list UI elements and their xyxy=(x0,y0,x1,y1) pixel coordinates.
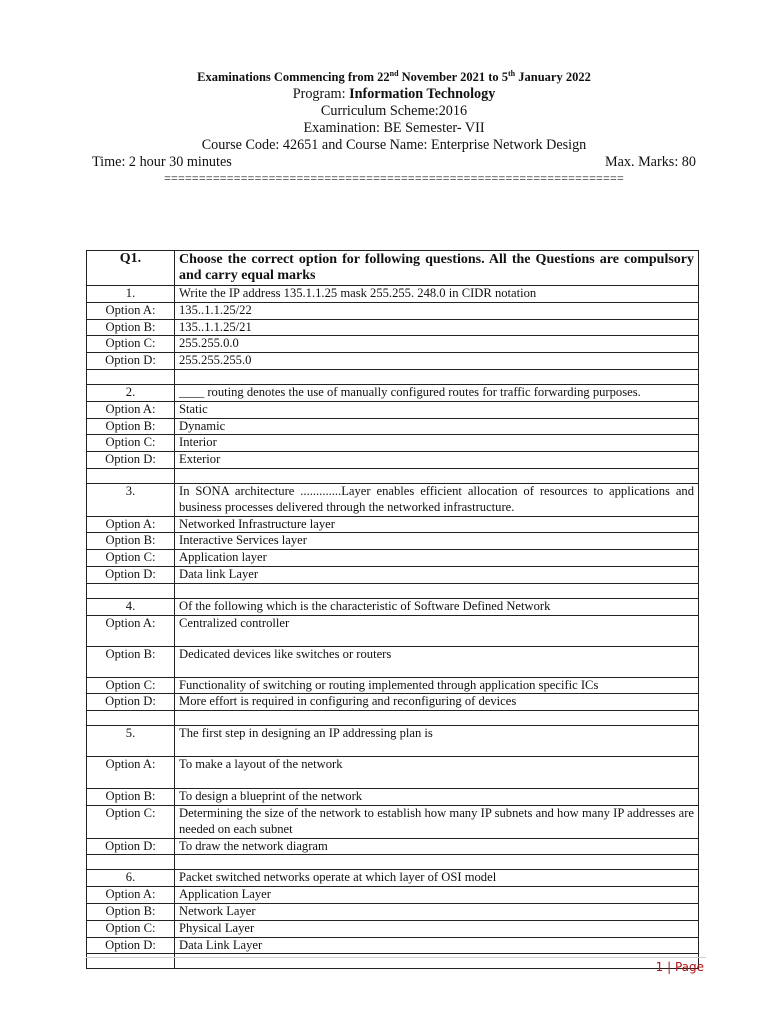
question-row-label: 3. xyxy=(87,483,175,516)
option-row-text: Functionality of switching or routing implemented through application specific ICs xyxy=(175,677,699,694)
option-row xyxy=(87,353,699,370)
spacer-row-text xyxy=(175,468,699,483)
question-row-label: 1. xyxy=(87,286,175,303)
option-row-label: Option A: xyxy=(87,615,175,646)
section-label: Q1. xyxy=(87,251,175,286)
option-row-label: Option B: xyxy=(87,418,175,435)
question-row xyxy=(87,286,699,303)
option-row-label: Option D: xyxy=(87,937,175,954)
page-number: 1 xyxy=(655,960,664,974)
option-row-text: Exterior xyxy=(175,452,699,469)
option-row-text: 135..1.1.25/21 xyxy=(175,319,699,336)
separator-rule: ================================================================== xyxy=(164,171,624,185)
spacer-row-text xyxy=(175,711,699,726)
option-row-text: Application layer xyxy=(175,550,699,567)
option-row-label: Option D: xyxy=(87,694,175,711)
question-row xyxy=(87,598,699,615)
option-row xyxy=(87,757,699,789)
spacer-row-label xyxy=(87,583,175,598)
page-footer xyxy=(656,960,704,974)
option-row-label: Option A: xyxy=(87,516,175,533)
option-row xyxy=(87,694,699,711)
option-row-label: Option D: xyxy=(87,838,175,855)
option-row xyxy=(87,887,699,904)
option-row xyxy=(87,805,699,838)
option-row xyxy=(87,920,699,937)
time-text: Time: 2 hour 30 minutes xyxy=(92,154,232,170)
option-row xyxy=(87,418,699,435)
question-row-text: ____ routing denotes the use of manually configured routes for traffic forwarding purposes. xyxy=(175,384,699,401)
time-marks-row xyxy=(92,154,696,171)
option-row xyxy=(87,302,699,319)
program-line: Program: Information Technology xyxy=(292,86,496,102)
option-row xyxy=(87,903,699,920)
question-row xyxy=(87,483,699,516)
option-row xyxy=(87,615,699,646)
exam-header xyxy=(92,68,696,185)
questions-table xyxy=(86,250,699,969)
option-row-label: Option A: xyxy=(87,757,175,789)
option-row-label: Option C: xyxy=(87,805,175,838)
option-row-text: Centralized controller xyxy=(175,615,699,646)
option-row xyxy=(87,646,699,677)
page-separator: | xyxy=(667,960,672,974)
spacer-row-label xyxy=(87,369,175,384)
option-row-label: Option B: xyxy=(87,903,175,920)
question-row xyxy=(87,726,699,757)
option-row-label: Option D: xyxy=(87,353,175,370)
option-row xyxy=(87,435,699,452)
examination-line: Examination: BE Semester- VII xyxy=(303,120,485,136)
option-row-text: Static xyxy=(175,401,699,418)
option-row-label: Option D: xyxy=(87,566,175,583)
spacer-row-label xyxy=(87,711,175,726)
option-row-text: To make a layout of the network xyxy=(175,757,699,789)
spacer-row-text xyxy=(175,369,699,384)
option-row xyxy=(87,677,699,694)
spacer-row-text xyxy=(175,855,699,870)
option-row-label: Option C: xyxy=(87,920,175,937)
question-row xyxy=(87,870,699,887)
option-row xyxy=(87,319,699,336)
option-row-text: Network Layer xyxy=(175,903,699,920)
spacer-row-label xyxy=(87,468,175,483)
option-row-text: Interactive Services layer xyxy=(175,533,699,550)
option-row xyxy=(87,566,699,583)
option-row-text: Interior xyxy=(175,435,699,452)
option-row xyxy=(87,550,699,567)
option-row-text: Physical Layer xyxy=(175,920,699,937)
page-label: Page xyxy=(674,960,704,974)
option-row-text: 255.255.0.0 xyxy=(175,336,699,353)
option-row xyxy=(87,452,699,469)
option-row-text: To design a blueprint of the network xyxy=(175,789,699,806)
option-row xyxy=(87,516,699,533)
option-row xyxy=(87,336,699,353)
option-row-text: 135..1.1.25/22 xyxy=(175,302,699,319)
option-row xyxy=(87,401,699,418)
option-row xyxy=(87,838,699,855)
option-row-label: Option C: xyxy=(87,677,175,694)
option-row-label: Option A: xyxy=(87,401,175,418)
option-row xyxy=(87,937,699,954)
option-row-label: Option C: xyxy=(87,550,175,567)
exam-dates: Examinations Commencing from 22nd November 2021 to 5th January 2022 xyxy=(197,68,591,84)
question-row-text: Of the following which is the characteristic of Software Defined Network xyxy=(175,598,699,615)
option-row-label: Option B: xyxy=(87,533,175,550)
spacer-row xyxy=(87,468,699,483)
option-row-text: 255.255.255.0 xyxy=(175,353,699,370)
option-row xyxy=(87,789,699,806)
max-marks-text: Max. Marks: 80 xyxy=(604,154,696,170)
option-row-label: Option B: xyxy=(87,789,175,806)
spacer-row-label xyxy=(87,855,175,870)
option-row-label: Option A: xyxy=(87,302,175,319)
question-row-text: Write the IP address 135.1.1.25 mask 255.255. 248.0 in CIDR notation xyxy=(175,286,699,303)
curriculum-line: Curriculum Scheme:2016 xyxy=(320,103,468,119)
course-line: Course Code: 42651 and Course Name: Enterprise Network Design xyxy=(201,137,587,153)
spacer-row xyxy=(87,711,699,726)
question-row-label: 6. xyxy=(87,870,175,887)
option-row-text: More effort is required in configuring and reconfiguring of devices xyxy=(175,694,699,711)
section-instruction: Choose the correct option for following questions. All the Questions are compulsory and carry equal marks xyxy=(175,251,699,286)
footer-divider xyxy=(86,957,706,958)
option-row-text: Dynamic xyxy=(175,418,699,435)
spacer-row xyxy=(87,369,699,384)
option-row-text: Data Link Layer xyxy=(175,937,699,954)
section-header-row xyxy=(87,251,699,286)
option-row-text: Dedicated devices like switches or routers xyxy=(175,646,699,677)
question-row-label: 5. xyxy=(87,726,175,757)
question-row-text: In SONA architecture .............Layer enables efficient allocation of resources to applications and business processes delivered through the networked infrastructure. xyxy=(175,483,699,516)
spacer-row xyxy=(87,583,699,598)
option-row-text: Data link Layer xyxy=(175,566,699,583)
option-row-label: Option B: xyxy=(87,319,175,336)
option-row-label: Option B: xyxy=(87,646,175,677)
option-row-text: Determining the size of the network to establish how many IP subnets and how many IP addresses are needed on each subnet xyxy=(175,805,699,838)
question-row-label: 4. xyxy=(87,598,175,615)
option-row-text: To draw the network diagram xyxy=(175,838,699,855)
option-row-text: Networked Infrastructure layer xyxy=(175,516,699,533)
question-row-label: 2. xyxy=(87,384,175,401)
question-row xyxy=(87,384,699,401)
option-row-text: Application Layer xyxy=(175,887,699,904)
spacer-row xyxy=(87,855,699,870)
option-row-label: Option D: xyxy=(87,452,175,469)
option-row-label: Option A: xyxy=(87,887,175,904)
spacer-row-text xyxy=(175,583,699,598)
option-row-label: Option C: xyxy=(87,336,175,353)
option-row xyxy=(87,533,699,550)
question-row-text: The first step in designing an IP addressing plan is xyxy=(175,726,699,757)
question-row-text: Packet switched networks operate at which layer of OSI model xyxy=(175,870,699,887)
option-row-label: Option C: xyxy=(87,435,175,452)
